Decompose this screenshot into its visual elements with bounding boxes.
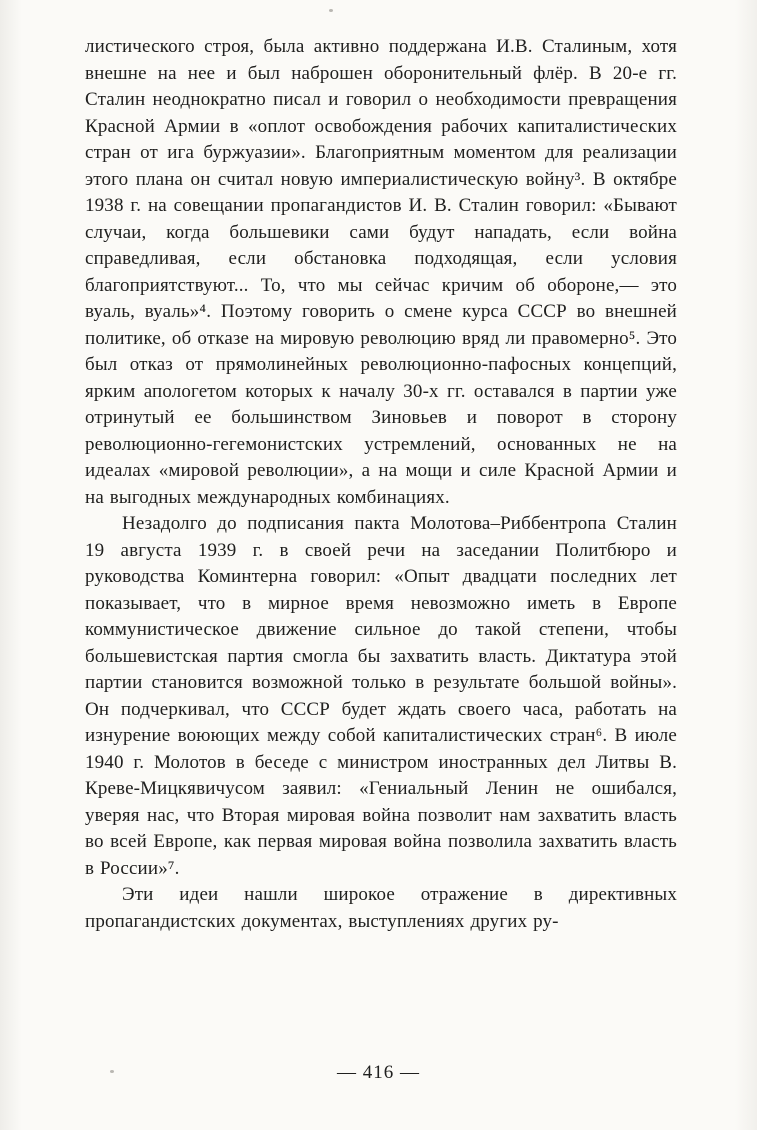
scan-speck-top xyxy=(329,9,333,12)
page-number: — 416 — xyxy=(337,1062,420,1083)
paragraph: Незадолго до подписания пакта Молотова–Риббентропа Сталин 19 августа 1939 г. в своей речи на заседании Политбюро и руководства Коминтерна говорил: «Опыт двадцати последних лет показывает, что в мирное время невозможно иметь в Европе коммунистическое движение сильное до такой степени, чтобы большевистская партия смогла бы захватить власть. Диктатура этой партии становится возможной только в результате большой войны». Он подчеркивал, что СССР будет ждать своего часа, работать на изнурение воюющих между собой капиталистических стран⁶. В июле 1940 г. Молотов в беседе с министром иностранных дел Литвы В. Креве-Мицкявичусом заявил: «Гениальный Ленин не ошибался, уверяя нас, что Вторая мировая война позволит нам захватить власть во всей Европе, как первая мировая война позволила захватить власть в России»⁷. xyxy=(85,513,677,879)
page-text-block xyxy=(85,34,677,935)
paragraph: листического строя, была активно поддержана И.В. Сталиным, хотя внешне на нее и был наброшен оборонительный флёр. В 20-е гг. Сталин неоднократно писал и говорил о необходимости превращения Красной Армии в «оплот освобождения рабочих капиталистических стран от ига буржуазии». Благоприятным моментом для реализации этого плана он считал новую империалистическую войну³. В октябре 1938 г. на совещании пропагандистов И. В. Сталин говорил: «Бывают случаи, когда большевики сами будут нападать, если война справедливая, если обстановка подходящая, если условия благоприятствуют... То, что мы сейчас кричим об обороне,— это вуаль, вуаль»⁴. Поэтому говорить о смене курса СССР во внешней политике, об отказе на мировую революцию вряд ли правомерно⁵. Это был отказ от прямолинейных революционно-пафосных концепций, ярким апологетом которых к началу 30-х гг. оставался в партии уже отринутый ее большинством Зиновьев и поворот в сторону революционно-гегемонистских устремлений, основанных не на идеалах «мировой революции», а на мощи и силе Красной Армии и на выгодных международных комбинациях. xyxy=(85,36,677,508)
paragraph: Эти идеи нашли широкое отражение в директивных пропагандистских документах, выступлениях других ру- xyxy=(85,884,677,932)
